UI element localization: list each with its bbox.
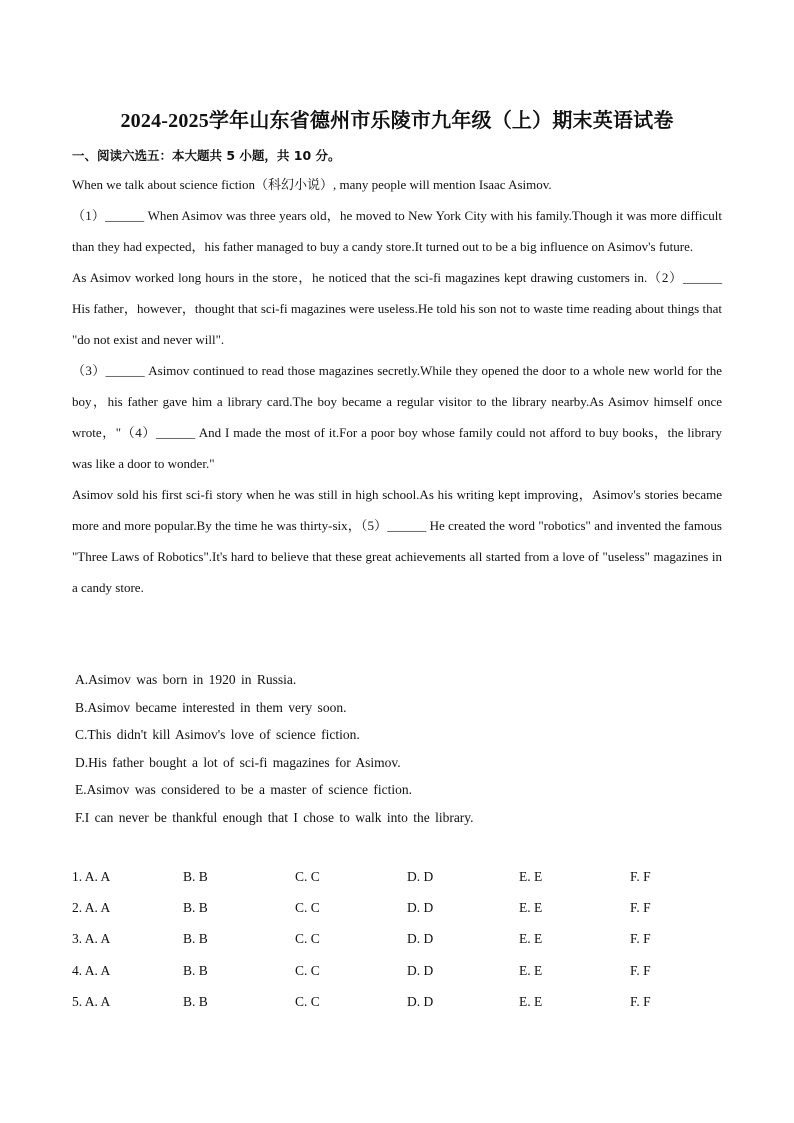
passage-paragraph: When we talk about science fiction（科幻小说）, many people will mention Isaac Asimov.	[72, 177, 552, 192]
answer-choice[interactable]: B. B	[183, 869, 208, 884]
answer-choice[interactable]: 5. A. A	[72, 993, 111, 1009]
passage-paragraph: （1）______ When Asimov was three years old，he moved to New York City with his family.Though it was more difficult than they had expected，his father managed to buy a candy store.It turned out to be a big influence on Asimov's future.	[72, 208, 722, 254]
option-c: C.This didn't kill Asimov's love of science fiction.	[75, 727, 360, 742]
answer-choice[interactable]: C. C	[295, 993, 320, 1009]
reading-passage	[72, 169, 722, 603]
answer-choice[interactable]: E. E	[519, 900, 543, 916]
answer-choice[interactable]: 3. A. A	[72, 931, 111, 947]
answer-choice[interactable]: 2. A. A	[72, 900, 111, 916]
answer-choice[interactable]: B. B	[183, 931, 208, 947]
question-row-1	[72, 869, 732, 900]
question-row-2	[72, 900, 732, 931]
page-title: 2024-2025学年山东省德州市乐陵市九年级（上）期末英语试卷	[120, 110, 674, 132]
option-b: B.Asimov became interested in them very soon.	[75, 699, 347, 715]
option-list	[75, 666, 715, 831]
answer-choice[interactable]: E. E	[519, 869, 543, 884]
answer-choice[interactable]: F. F	[630, 900, 651, 916]
answer-choice[interactable]: C. C	[295, 900, 320, 916]
answer-choice[interactable]: B. B	[183, 900, 208, 916]
answer-choice[interactable]: D. D	[407, 900, 434, 916]
answer-choice[interactable]: F. F	[630, 869, 651, 884]
option-e: E.Asimov was considered to be a master of science fiction.	[75, 782, 413, 797]
answer-choice[interactable]: 4. A. A	[72, 962, 111, 978]
answer-choice[interactable]: C. C	[295, 931, 320, 947]
answer-choice[interactable]: D. D	[407, 962, 434, 978]
answer-choice[interactable]: E. E	[519, 993, 543, 1009]
answer-choice[interactable]: C. C	[295, 962, 320, 978]
answer-choice[interactable]: E. E	[519, 931, 543, 947]
question-row-3	[72, 931, 732, 962]
option-f: F.I can never be thankful enough that I chose to walk into the library.	[75, 809, 474, 825]
answer-choice[interactable]: 1. A. A	[72, 869, 111, 884]
option-d: D.His father bought a lot of sci-fi magazines for Asimov.	[75, 754, 401, 770]
answer-choice[interactable]: F. F	[630, 931, 651, 947]
answer-choice[interactable]: D. D	[407, 869, 434, 884]
passage-paragraph: （3）______ Asimov continued to read those magazines secretly.While they opened the door to a whole new world for the boy，his father gave him a library card.The boy became a regular visitor to the library nearby.As Asimov himself once wrote，"（4）______ And I made the most of it.For a poor boy whose family could not afford to buy books，the library was like a door to wonder."	[72, 363, 722, 471]
answer-choice[interactable]: D. D	[407, 993, 434, 1009]
answer-choice[interactable]: D. D	[407, 931, 434, 947]
answer-choice[interactable]: B. B	[183, 993, 208, 1009]
question-row-5	[72, 994, 732, 1025]
answer-choice[interactable]: B. B	[183, 962, 208, 978]
passage-paragraph: Asimov sold his first sci-fi story when he was still in high school.As his writing kept improving，Asimov's stories became more and more popular.By the time he was thirty-six，（5）______ He created the word "robotics" and invented the famous "Three Laws of Robotics".It's hard to believe that these great achievements all started from a love of "useless" magazines in a candy store.	[72, 487, 722, 595]
passage-paragraph: As Asimov worked long hours in the store，he noticed that the sci-fi magazines kept drawing customers in.（2）______ His father，however，thought that sci-fi magazines were useless.He told his son not to waste time reading about things that "do not exist and never will".	[72, 270, 722, 347]
answer-choice[interactable]: F. F	[630, 993, 651, 1009]
answer-choice[interactable]: C. C	[295, 869, 320, 884]
option-a: A.Asimov was born in 1920 in Russia.	[75, 672, 297, 687]
answer-grid	[72, 869, 732, 1025]
answer-choice[interactable]: E. E	[519, 962, 543, 978]
question-row-4	[72, 963, 732, 994]
section-heading: 一、阅读六选五：本大题共 5 小题，共 10 分。	[72, 148, 341, 163]
answer-choice[interactable]: F. F	[630, 962, 651, 978]
